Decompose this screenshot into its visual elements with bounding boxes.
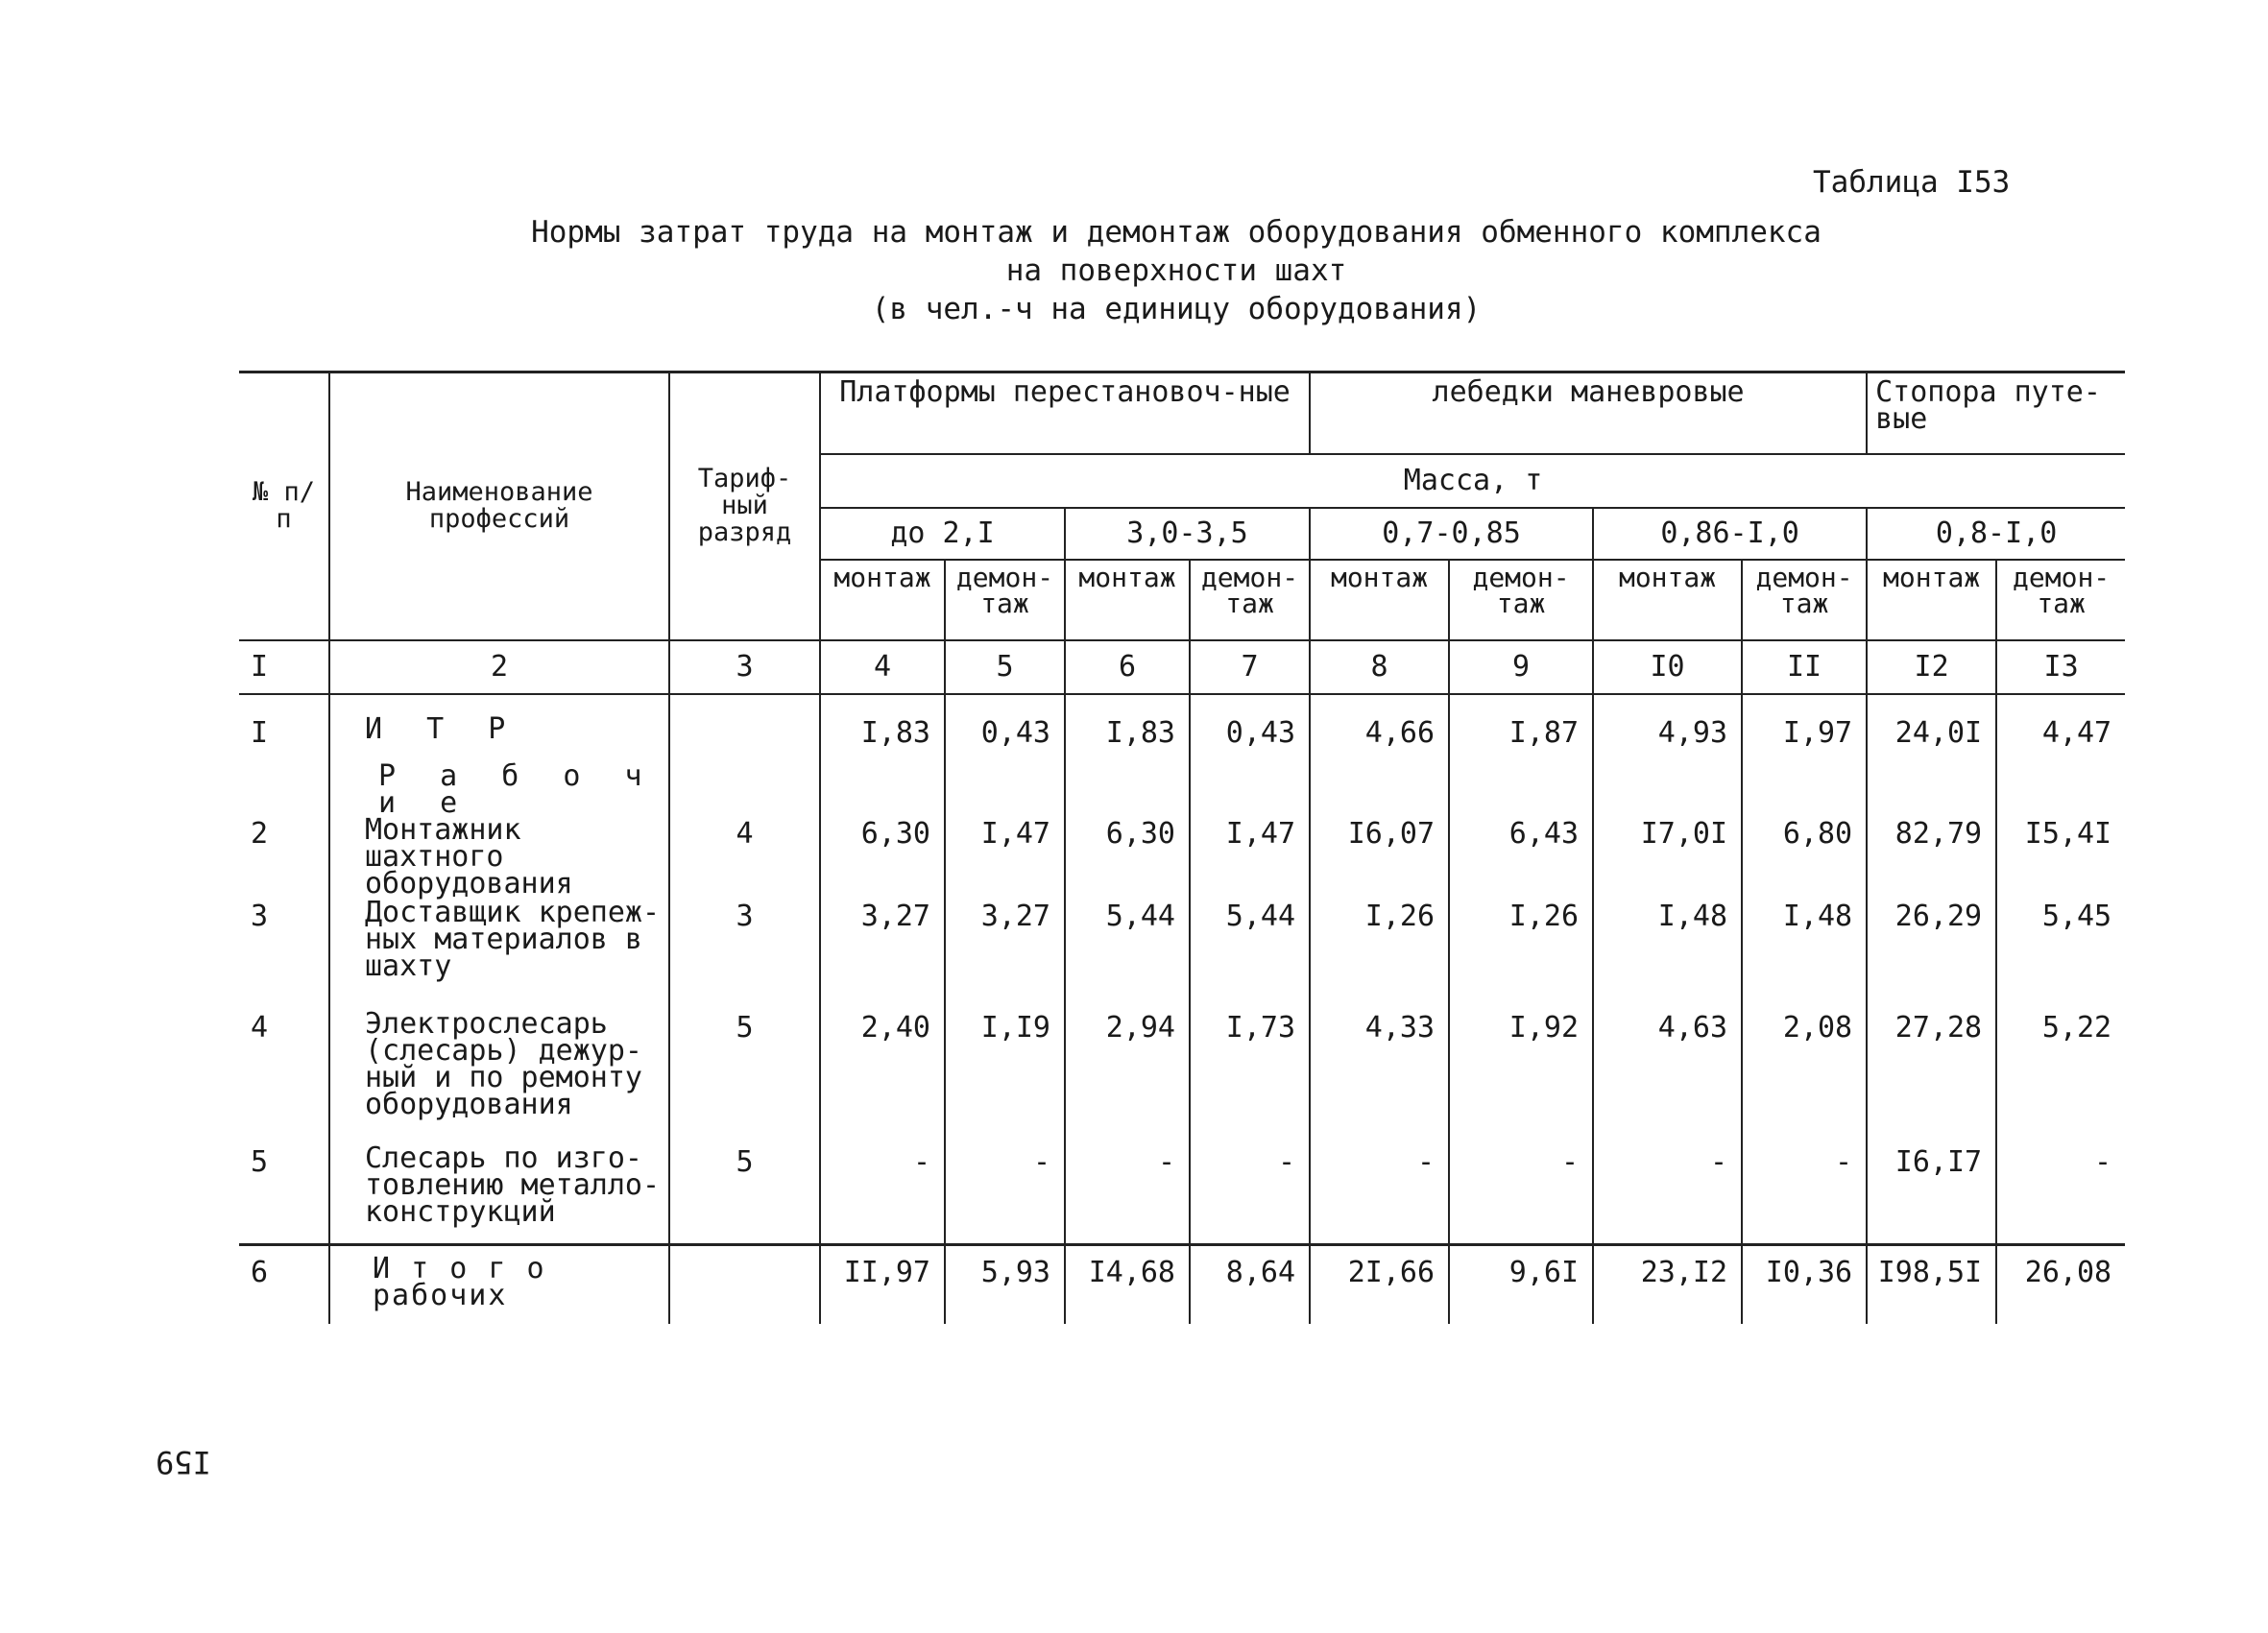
section-workers: Р а б о ч и е — [329, 752, 669, 817]
row-rank: 4 — [669, 817, 820, 900]
column-numbers-row — [239, 640, 2125, 694]
col-number: 3 — [669, 640, 820, 694]
table-label: Таблица I53 — [1813, 165, 2011, 200]
col-number: I3 — [1996, 640, 2125, 694]
cell-value: 2,08 — [1742, 1011, 1867, 1145]
cell-value: - — [945, 1145, 1065, 1245]
row-rank: 5 — [669, 1145, 820, 1245]
col-number: 6 — [1065, 640, 1190, 694]
cell-value: 0,43 — [945, 694, 1065, 752]
table-title — [432, 213, 1920, 328]
row-num: 5 — [251, 1144, 269, 1179]
col-number: I2 — [1867, 640, 1996, 694]
cell-value: I,47 — [945, 817, 1065, 900]
cell-value: I,48 — [1593, 900, 1742, 1011]
labor-norms-table — [239, 371, 2125, 1324]
cell-value: 0,43 — [1190, 694, 1310, 752]
cell-value: 4,47 — [1996, 694, 2125, 752]
header-group-stoppers: Стопора путе-вые — [1867, 372, 2125, 454]
cell-value: I,97 — [1742, 694, 1867, 752]
header-num — [239, 372, 329, 640]
cell-value: 4,33 — [1310, 1011, 1449, 1145]
header-group-platforms: Платформы перестановоч-ные — [820, 372, 1310, 454]
cell-value: I,83 — [1065, 694, 1190, 752]
cell-value: I6,I7 — [1867, 1145, 1996, 1245]
cell-value: I5,4I — [1996, 817, 2125, 900]
row-rank — [669, 1245, 820, 1324]
table-row — [239, 1011, 2125, 1145]
cell-value: I,83 — [820, 694, 945, 752]
cell-value: I,26 — [1310, 900, 1449, 1011]
col-number: 5 — [945, 640, 1065, 694]
header-rank — [669, 372, 820, 640]
header-op-mount: монтаж — [1867, 560, 1996, 640]
cell-value: 5,93 — [945, 1245, 1065, 1324]
header-num-label: № п/п — [252, 477, 316, 535]
cell-value: - — [1742, 1145, 1867, 1245]
cell-value: 6,43 — [1449, 817, 1593, 900]
row-num: 3 — [251, 899, 269, 933]
cell-value: 4,63 — [1593, 1011, 1742, 1145]
cell-value: - — [1310, 1145, 1449, 1245]
row-profession: Слесарь по изго-товлению металло-конструкций — [329, 1145, 669, 1245]
cell-value: I,87 — [1449, 694, 1593, 752]
title-line-1: Нормы затрат труда на монтаж и демонтаж оборудования обменного комплекса — [531, 215, 1822, 250]
row-rank: 3 — [669, 900, 820, 1011]
row-num: 6 — [239, 1245, 329, 1324]
table-row — [239, 694, 2125, 752]
cell-value: I7,0I — [1593, 817, 1742, 900]
cell-value: I6,07 — [1310, 817, 1449, 900]
cell-value: I,26 — [1449, 900, 1593, 1011]
header-mass-4: 0,86-I,0 — [1593, 508, 1867, 560]
cell-value: 3,27 — [945, 900, 1065, 1011]
table-row — [239, 817, 2125, 900]
cell-value: - — [1190, 1145, 1310, 1245]
cell-value: I,48 — [1742, 900, 1867, 1011]
header-op-dismount: демон-таж — [1996, 560, 2125, 640]
header-mass-1: до 2,I — [820, 508, 1065, 560]
row-profession: И т о г о рабочих — [329, 1245, 669, 1324]
cell-value: 2,40 — [820, 1011, 945, 1145]
cell-value: - — [820, 1145, 945, 1245]
cell-value: 6,30 — [820, 817, 945, 900]
col-number: 8 — [1310, 640, 1449, 694]
header-mass: Масса, т — [820, 454, 2125, 508]
header-op-mount: монтаж — [1065, 560, 1190, 640]
col-number: 9 — [1449, 640, 1593, 694]
table-row — [239, 1145, 2125, 1245]
col-number: I — [239, 640, 329, 694]
header-rank-label: Тариф-ный разряд — [697, 464, 792, 548]
row-num: I — [251, 715, 269, 750]
col-number: 7 — [1190, 640, 1310, 694]
cell-value: 5,44 — [1190, 900, 1310, 1011]
cell-value: 3,27 — [820, 900, 945, 1011]
cell-value: 2I,66 — [1310, 1245, 1449, 1324]
cell-value: - — [1449, 1145, 1593, 1245]
cell-value: 26,29 — [1867, 900, 1996, 1011]
header-name-label: Наименование профессий — [405, 477, 593, 535]
cell-value: 2,94 — [1065, 1011, 1190, 1145]
header-op-dismount: демон-таж — [945, 560, 1065, 640]
section-row — [239, 752, 2125, 817]
cell-value: 82,79 — [1867, 817, 1996, 900]
cell-value: 6,80 — [1742, 817, 1867, 900]
header-mass-2: 3,0-3,5 — [1065, 508, 1310, 560]
col-number: 2 — [329, 640, 669, 694]
cell-value: 5,45 — [1996, 900, 2125, 1011]
row-rank: 5 — [669, 1011, 820, 1145]
cell-value: 5,22 — [1996, 1011, 2125, 1145]
row-profession: Электрослесарь (слесарь) дежур-ный и по ремонту оборудования — [329, 1011, 669, 1145]
col-number: 4 — [820, 640, 945, 694]
cell-value: - — [1065, 1145, 1190, 1245]
cell-value: I,92 — [1449, 1011, 1593, 1145]
cell-value: I98,5I — [1867, 1245, 1996, 1324]
header-mass-5: 0,8-I,0 — [1867, 508, 2125, 560]
cell-value: II,97 — [820, 1245, 945, 1324]
cell-value: 23,I2 — [1593, 1245, 1742, 1324]
cell-value: I,I9 — [945, 1011, 1065, 1145]
col-number: II — [1742, 640, 1867, 694]
cell-value: I0,36 — [1742, 1245, 1867, 1324]
cell-value: 8,64 — [1190, 1245, 1310, 1324]
row-num: 2 — [251, 816, 269, 851]
cell-value: - — [1593, 1145, 1742, 1245]
row-profession: Монтажник шахтного оборудования — [329, 817, 669, 900]
header-op-mount: монтаж — [1310, 560, 1449, 640]
header-op-mount: монтаж — [820, 560, 945, 640]
row-num: 4 — [251, 1010, 269, 1045]
cell-value: I4,68 — [1065, 1245, 1190, 1324]
row-rank — [669, 694, 820, 752]
header-name — [329, 372, 669, 640]
title-line-3: (в чел.-ч на единицу оборудования) — [871, 292, 1482, 326]
cell-value: 4,93 — [1593, 694, 1742, 752]
cell-value: 9,6I — [1449, 1245, 1593, 1324]
col-number: I0 — [1593, 640, 1742, 694]
title-line-2: на поверхности шахт — [1005, 253, 1347, 288]
header-mass-3: 0,7-0,85 — [1310, 508, 1593, 560]
header-op-mount: монтаж — [1593, 560, 1742, 640]
cell-value: 27,28 — [1867, 1011, 1996, 1145]
row-profession: Доставщик крепеж-ных материалов в шахту — [329, 900, 669, 1011]
cell-value: I,73 — [1190, 1011, 1310, 1145]
total-row — [239, 1245, 2125, 1324]
cell-value: 6,30 — [1065, 817, 1190, 900]
cell-value: 26,08 — [1996, 1245, 2125, 1324]
header-op-dismount: демон-таж — [1190, 560, 1310, 640]
cell-value: - — [1996, 1145, 2125, 1245]
header-op-dismount: демон-таж — [1742, 560, 1867, 640]
cell-value: 24,0I — [1867, 694, 1996, 752]
cell-value: I,47 — [1190, 817, 1310, 900]
header-op-dismount: демон-таж — [1449, 560, 1593, 640]
header-group-winches: лебедки маневровые — [1310, 372, 1867, 454]
cell-value: 4,66 — [1310, 694, 1449, 752]
cell-value: 5,44 — [1065, 900, 1190, 1011]
page-number: I59 — [156, 1444, 211, 1480]
table-row — [239, 900, 2125, 1011]
row-profession: И Т Р — [329, 694, 669, 752]
